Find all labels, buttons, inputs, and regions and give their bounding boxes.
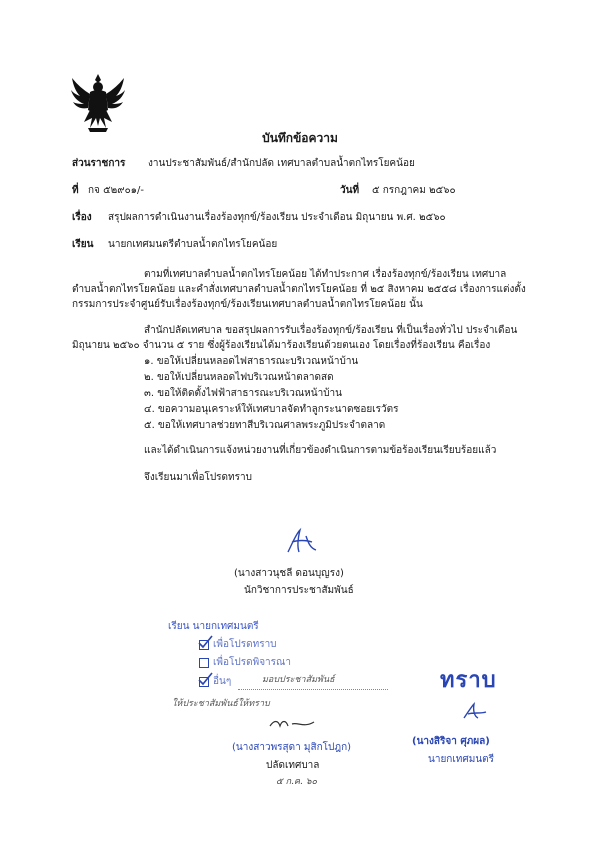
review-option: เพื่อโปรดทราบ [213,639,277,650]
review-to-label: เรียน นายกเทศมนตรี [168,621,259,632]
checkbox-icon [199,658,209,668]
para2-line: สำนักปลัดเทศบาล ขอสรุปผลการรับเรื่องร้องทุกข์/ร้องเรียน ที่เป็นเรื่องทั่วไป ประจำเดือน [144,325,518,336]
signature-icon [282,526,322,556]
review-note: ให้ประชาสัมพันธ์ให้ทราบ [172,699,270,709]
para1-line: ตำบลน้ำตกไทรโยคน้อย และคำสั่งเทศบาลตำบลน้ำตกไทรโยคน้อย ที่ ๒๕ สิงหาคม ๒๕๕๘ เรื่องการแต่งตั้ง [72,284,526,295]
closing: จึงเรียนมาเพื่อโปรดทราบ [144,472,252,483]
review-option: อื่นๆ [213,676,232,687]
subject-value: สรุปผลการดำเนินงานเรื่องร้องทุกข์/ร้องเรียน ประจำเดือน มิถุนายน พ.ศ. ๒๕๖๐ [108,212,446,223]
para1-line: ตามที่เทศบาลตำบลน้ำตกไทรโยคน้อย ได้ทำประกาศ เรื่องร้องทุกข์/ร้องเรียน เทศบาล [144,269,507,280]
complaint-item: ๓. ขอให้ติดตั้งไฟฟ้าสาธารณะบริเวณหน้าบ้าน [144,388,343,399]
to-label: เรียน [72,239,94,250]
memo-title: บันทึกข้อความ [262,131,338,145]
signer1-position: นักวิชาการประชาสัมพันธ์ [244,585,354,596]
complaint-item: ๑. ขอให้เปลี่ยนหลอดไฟสาธารณะบริเวณหน้าบ้าน [144,356,359,367]
date-value: ๕ กรกฎาคม ๒๕๖๐ [372,185,456,196]
mayor-position: นายกเทศมนตรี [428,754,495,765]
signer2-position: ปลัดเทศบาล [266,760,320,771]
check-mark-icon [197,671,213,687]
acknowledge-stamp: ทราบ [440,668,497,693]
agency-label: ส่วนราชการ [72,158,126,169]
signature-icon [460,702,490,722]
to-value: นายกเทศมนตรีตำบลน้ำตกไทรโยคน้อย [108,239,278,250]
date-label: วันที่ [340,185,360,196]
complaint-item: ๔. ขอความอนุเคราะห์ให้เทศบาลจัดทำลูกระนาดซอยเรวัตร [144,404,399,415]
review-option: เพื่อโปรดพิจารณา [213,657,291,668]
para2-line: มิถุนายน ๒๕๖๐ จำนวน ๕ ราย ซึ่งผู้ร้องเรียนได้มาร้องเรียนด้วยตนเอง โดยเรื่องที่ร้องเรียน คือเรื่อง [72,340,491,351]
check-mark-icon [197,634,213,650]
ref-value: กจ ๕๒๙๐๑/- [88,185,145,196]
complaint-item: ๒. ขอให้เปลี่ยนหลอดไฟบริเวณหน้าตลาดสด [144,372,334,383]
mayor-name: (นางสิริจา ศุภผล) [412,736,490,747]
signer2-name: (นางสาวพรสุดา มุสิกโปฎก) [232,742,352,753]
review-other-text: มอบประชาสัมพันธ์ [262,675,335,685]
garuda-emblem-icon [70,72,126,134]
para3: และได้ดำเนินการแจ้งหน่วยงานที่เกี่ยวข้องดำเนินการตามข้อร้องเรียนเรียบร้อยแล้ว [144,445,497,456]
complaint-item: ๕. ขอให้เทศบาลช่วยทาสีบริเวณศาลพระภูมิประจำตลาด [144,420,386,431]
signature-icon [268,714,316,732]
agency-value: งานประชาสัมพันธ์/สำนักปลัด เทศบาลตำบลน้ำตกไทรโยคน้อย [148,158,415,169]
para1-line: กรรมการประจำศูนย์รับเรื่องร้องทุกข์/ร้องเรียนเทศบาลตำบลน้ำตกไทรโยคน้อย นั้น [72,299,423,310]
subject-label: เรื่อง [72,212,92,223]
ref-label: ที่ [72,185,79,196]
signer2-date: ๕ ก.ค. ๖๐ [276,777,317,787]
signer1-name: (นางสาวนุชลี ดอนบุญรง) [234,568,344,579]
